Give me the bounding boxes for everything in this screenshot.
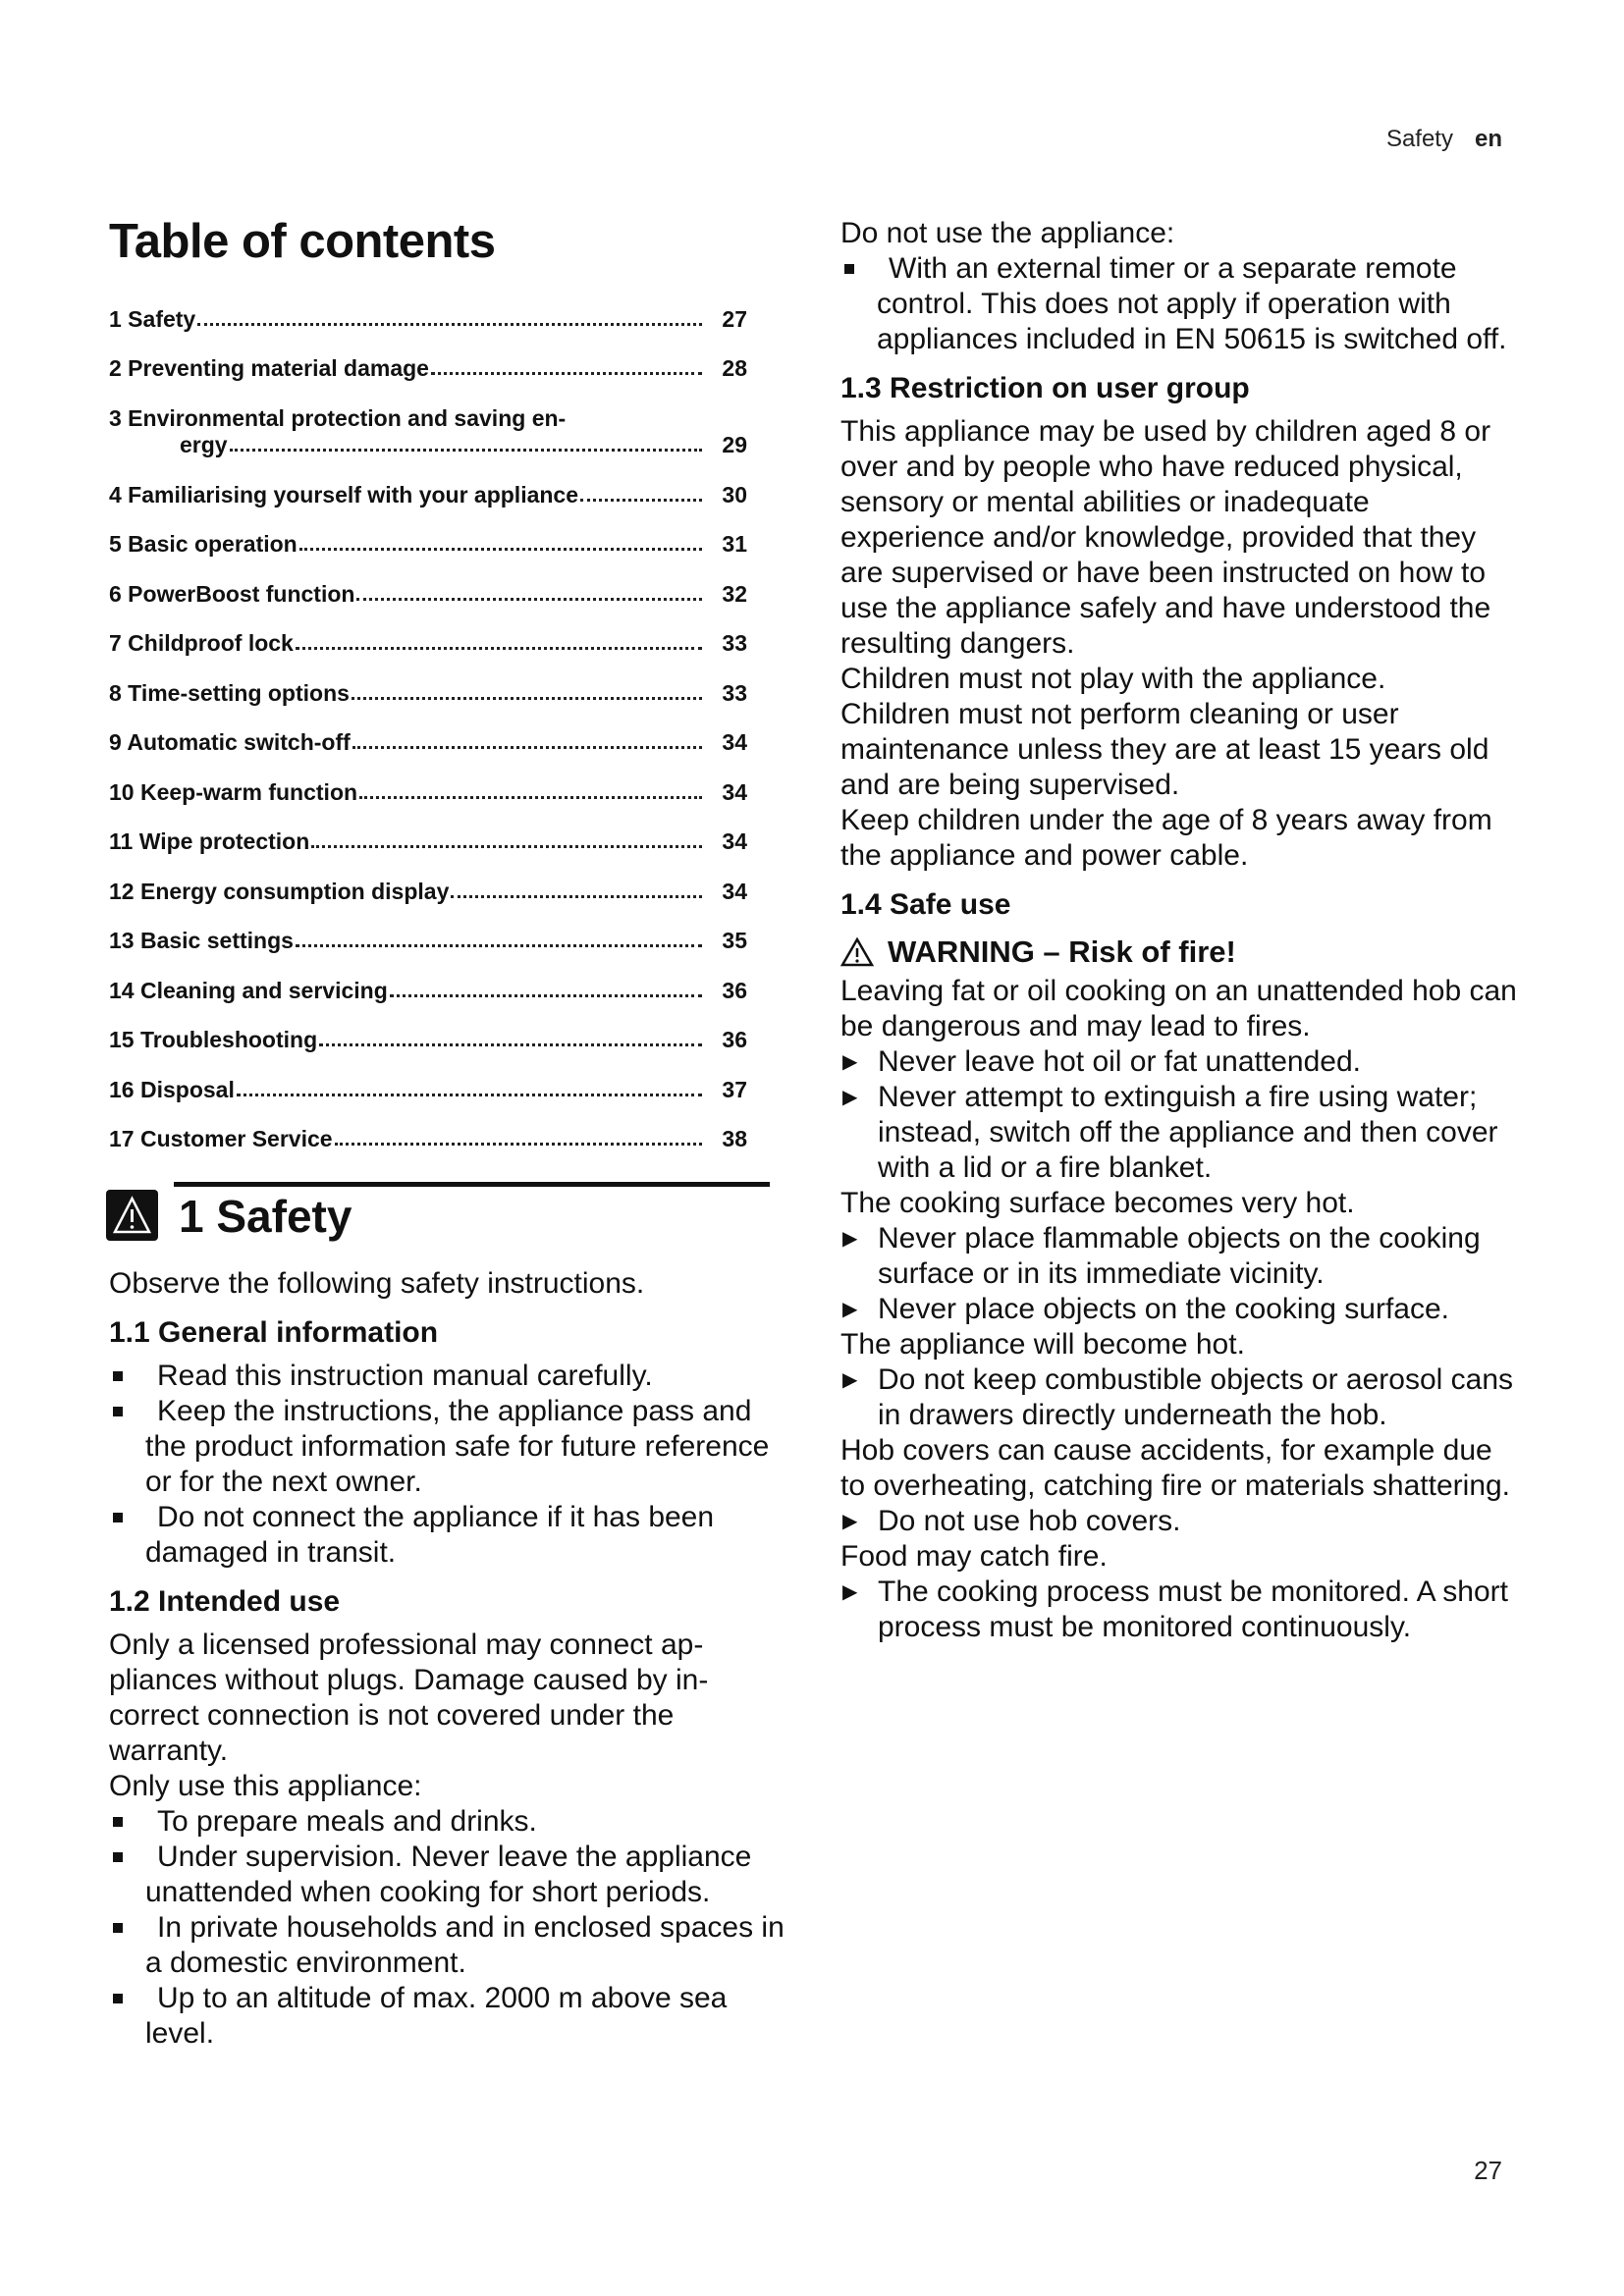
toc-entry-page: 33	[722, 630, 747, 656]
toc-entry-label: 2 Preventing material damage	[109, 355, 429, 381]
heading-1-1: 1.1 General information	[109, 1316, 439, 1349]
dot-leader	[230, 449, 702, 452]
paragraph: Only a licensed professional may connect appliances without plugs. Damage caused by incorrect connection is not covered under the warranty.	[109, 1629, 709, 1767]
toc-entry-label: 9 Automatic switch-off	[109, 729, 351, 755]
toc-entry[interactable]	[109, 1004, 747, 1054]
toc-entry-page: 31	[722, 531, 747, 557]
instruction-text: Never leave hot oil or fat unattended.	[878, 1045, 1361, 1078]
bullet-item: In private households and in enclosed spaces in a domestic environment.	[109, 1910, 786, 1981]
instruction-item	[840, 1504, 1518, 1539]
toc-entry[interactable]	[109, 1103, 747, 1153]
toc-entry[interactable]	[109, 954, 747, 1004]
warning-icon	[106, 1190, 158, 1241]
toc-entry-page: 34	[722, 828, 747, 854]
instruction-item	[840, 1362, 1518, 1433]
toc-entry-page: 34	[722, 778, 747, 805]
paragraph: This appliance may be used by children aged 8 or over and by people who have reduced physical, sensory or mental abilities or inadequate experience and/or knowledge, provided that they are supervised or have been instructed on how to use the appliance safely and have understood the resulting dangers.	[840, 415, 1491, 660]
paragraph: Children must not perform cleaning or user maintenance unless they are at least 15 years old and are being supervised.	[840, 698, 1489, 801]
toc-entry-page: 32	[722, 580, 747, 607]
arrow-bullet-icon: ▶	[842, 1087, 858, 1108]
bullet-item: Read this instruction manual carefully.	[109, 1359, 786, 1394]
table-of-contents	[109, 214, 777, 1152]
dot-leader	[431, 372, 702, 375]
toc-entry-label: 1 Safety	[109, 305, 196, 332]
section-title: 1 Safety	[179, 1191, 352, 1242]
page-number: 27	[1474, 2156, 1502, 2185]
arrow-bullet-icon: ▶	[842, 1299, 858, 1320]
bullet-item: Keep the instructions, the appliance pass and the product information safe for future reference or for the next owner.	[109, 1394, 786, 1500]
dot-leader	[356, 598, 702, 601]
dot-leader	[580, 499, 702, 502]
toc-entry-page: 34	[722, 878, 747, 904]
arrow-bullet-icon: ▶	[842, 1511, 858, 1532]
bullet-item: Do not connect the appliance if it has been damaged in transit.	[109, 1500, 786, 1571]
instruction-item	[840, 1292, 1518, 1327]
heading-1-2: 1.2 Intended use	[109, 1585, 341, 1618]
heading-1-3: 1.3 Restriction on user group	[840, 372, 1250, 404]
arrow-bullet-icon: ▶	[842, 1051, 858, 1073]
toc-entry-page: 34	[722, 729, 747, 755]
toc-entry-label: 8 Time-setting options	[109, 679, 350, 706]
dot-leader	[296, 647, 702, 650]
toc-entry-label: 17 Customer Service	[109, 1126, 333, 1151]
paragraph: Hob covers can cause accidents, for example due to overheating, catching fire or materials shattering.	[840, 1434, 1511, 1502]
toc-entry-label: 15 Troubleshooting	[109, 1027, 318, 1052]
toc-entry[interactable]	[109, 657, 747, 707]
section-heading-safety	[106, 1182, 774, 1251]
toc-entry-page: 36	[722, 1027, 747, 1052]
bullet-item: With an external timer or a separate remote control. This does not apply if operation with appliances included in EN 50615 is switched off.	[840, 251, 1518, 357]
warning-text: WARNING – Risk of fire!	[888, 934, 1236, 969]
paragraph: The cooking surface becomes very hot.	[840, 1187, 1355, 1219]
toc-entry[interactable]	[109, 905, 747, 955]
safety-intro: Observe the following safety instructions.	[109, 1267, 645, 1300]
warning-heading	[840, 933, 1518, 972]
toc-entry-page: 35	[722, 928, 747, 953]
warning-triangle-icon	[840, 937, 874, 967]
safety-left-column	[109, 1266, 786, 2052]
toc-entry-page: 27	[722, 305, 747, 332]
toc-entry-page: 33	[722, 679, 747, 706]
dot-leader	[359, 796, 702, 799]
toc-entry-page: 30	[722, 481, 747, 507]
toc-entry-label: 16 Disposal	[109, 1076, 235, 1102]
instruction-text: Do not keep combustible objects or aerosol cans in drawers directly underneath the hob.	[878, 1363, 1514, 1431]
instruction-list	[840, 1575, 1518, 1645]
dot-leader	[296, 944, 702, 947]
instruction-text: Never place flammable objects on the cooking surface or in its immediate vicinity.	[878, 1222, 1481, 1290]
toc-entry-page: 28	[722, 355, 747, 381]
toc-entry-page: 37	[722, 1076, 747, 1102]
toc-entry-page: 36	[722, 977, 747, 1003]
toc-entry-page: 38	[722, 1126, 747, 1151]
header-section: Safety	[1385, 126, 1453, 152]
paragraph: Only use this appliance:	[109, 1770, 422, 1802]
bullet-item: Under supervision. Never leave the appliance unattended when cooking for short periods.	[109, 1840, 786, 1910]
toc-entry[interactable]	[109, 382, 747, 458]
toc-entry[interactable]	[109, 756, 747, 806]
paragraph: Do not use the appliance:	[840, 217, 1175, 249]
toc-entry-label: 3 Environmental protection and saving en-	[109, 405, 567, 431]
instruction-list	[840, 1044, 1518, 1186]
heading-rule	[174, 1182, 770, 1187]
paragraph: Keep children under the age of 8 years away from the appliance and power cable.	[840, 804, 1492, 872]
toc-entry-label: 5 Basic operation	[109, 531, 298, 557]
instruction-list	[840, 1221, 1518, 1327]
toc-entry-label: 10 Keep-warm function	[109, 778, 358, 805]
toc-title: Table of contents	[109, 215, 496, 268]
dot-leader	[451, 895, 702, 898]
instruction-text: Never place objects on the cooking surface.	[878, 1293, 1449, 1325]
arrow-bullet-icon: ▶	[842, 1369, 858, 1391]
paragraph: Leaving fat or oil cooking on an unattended hob can be dangerous and may lead to fires.	[840, 975, 1517, 1042]
dot-leader	[299, 548, 702, 551]
paragraph: The appliance will become hot.	[840, 1328, 1245, 1361]
toc-entry[interactable]	[109, 458, 747, 508]
dot-leader	[311, 845, 702, 848]
toc-entry-continuation	[109, 432, 747, 458]
instruction-list	[840, 1504, 1518, 1539]
arrow-bullet-icon: ▶	[842, 1581, 858, 1603]
dot-leader	[352, 697, 702, 700]
dot-leader	[335, 1143, 702, 1146]
instruction-item	[840, 1221, 1518, 1292]
dot-leader	[197, 323, 702, 326]
toc-entry-label: 7 Childproof lock	[109, 630, 294, 656]
instruction-list	[840, 1362, 1518, 1433]
toc-entry[interactable]	[109, 806, 747, 856]
toc-entry-label: 12 Energy consumption display	[109, 878, 450, 904]
header-lang: en	[1474, 126, 1502, 152]
toc-entry-label-cont: ergy	[180, 432, 228, 457]
instruction-item	[840, 1044, 1518, 1080]
toc-entry[interactable]	[109, 608, 747, 658]
toc-entry-page: 29	[722, 432, 747, 457]
instruction-text: Never attempt to extinguish a fire using water; instead, switch off the appliance and then cover with a lid or a fire blanket.	[878, 1081, 1498, 1184]
dot-leader	[390, 994, 702, 997]
safety-right-column	[840, 216, 1518, 1645]
heading-1-4: 1.4 Safe use	[840, 888, 1011, 921]
paragraph: Children must not play with the appliance.	[840, 663, 1386, 695]
toc-entry-label: 13 Basic settings	[109, 928, 294, 953]
instruction-text: The cooking process must be monitored. A short process must be monitored continuously.	[878, 1575, 1508, 1643]
toc-entry[interactable]	[109, 855, 747, 905]
toc-entry-label: 4 Familiarising yourself with your appliance	[109, 481, 579, 507]
toc-entry-label: 11 Wipe protection	[109, 828, 310, 854]
paragraph: Food may catch fire.	[840, 1540, 1108, 1573]
toc-entry[interactable]	[109, 558, 747, 608]
toc-entry-label: 6 PowerBoost function	[109, 580, 355, 607]
dot-leader	[319, 1043, 702, 1046]
toc-entry[interactable]	[109, 1053, 747, 1103]
dot-leader	[352, 746, 702, 749]
instruction-text: Do not use hob covers.	[878, 1505, 1181, 1537]
dot-leader	[237, 1094, 702, 1096]
instruction-item	[840, 1080, 1518, 1186]
toc-entry[interactable]	[109, 283, 747, 333]
toc-entry[interactable]	[109, 707, 747, 757]
bullet-item: To prepare meals and drinks.	[109, 1804, 786, 1840]
arrow-bullet-icon: ▶	[842, 1228, 858, 1250]
toc-entry[interactable]	[109, 333, 747, 383]
bullet-item: Up to an altitude of max. 2000 m above sea level.	[109, 1981, 786, 2052]
toc-entry-label: 14 Cleaning and servicing	[109, 977, 388, 1003]
running-header	[1386, 126, 1502, 153]
instruction-item	[840, 1575, 1518, 1645]
toc-entry[interactable]	[109, 508, 747, 559]
